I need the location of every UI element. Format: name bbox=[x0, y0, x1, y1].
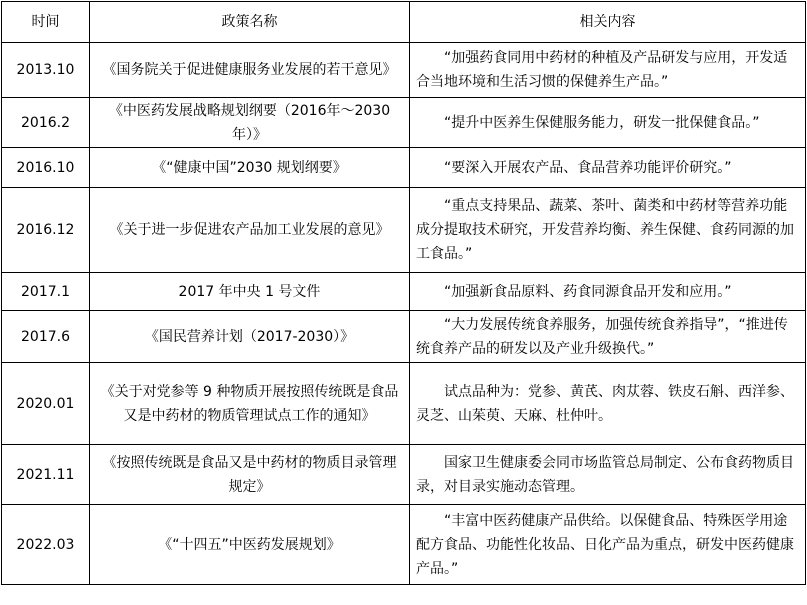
cell-content: “重点支持果品、蔬菜、茶叶、菌类和中药材等营养功能成分提取技术研究，开发营养均衡、养生保健、食药同源的加工食品。” bbox=[410, 188, 806, 273]
cell-policy-name: 《“十四五”中医药发展规划》 bbox=[90, 505, 410, 585]
policy-table bbox=[1, 1, 806, 585]
cell-content: “加强药食同用中药材的种植及产品研发与应用，开发适合当地环境和生活习惯的保健养生产品。” bbox=[410, 43, 806, 98]
cell-content: “加强新食品原料、药食同源食品开发和应用。” bbox=[410, 273, 806, 311]
cell-policy-name: 《国民营养计划（2017-2030）》 bbox=[90, 311, 410, 363]
cell-time: 2021.11 bbox=[2, 445, 90, 505]
table-row bbox=[2, 445, 806, 505]
table-header-row bbox=[2, 2, 806, 43]
cell-content: 试点品种为：党参、黄芪、肉苁蓉、铁皮石斛、西洋参、灵芝、山茱萸、天麻、杜仲叶。 bbox=[410, 363, 806, 445]
cell-time: 2022.03 bbox=[2, 505, 90, 585]
table-row bbox=[2, 273, 806, 311]
table-row bbox=[2, 505, 806, 585]
cell-policy-name: 《“健康中国”2030 规划纲要》 bbox=[90, 148, 410, 188]
cell-time: 2013.10 bbox=[2, 43, 90, 98]
header-time: 时间 bbox=[2, 2, 90, 43]
cell-policy-name: 《按照传统既是食品又是中药材的物质目录管理规定》 bbox=[90, 445, 410, 505]
header-policy-name: 政策名称 bbox=[90, 2, 410, 43]
cell-content: 国家卫生健康委会同市场监管总局制定、公布食药物质目录，对目录实施动态管理。 bbox=[410, 445, 806, 505]
cell-time: 2016.2 bbox=[2, 98, 90, 148]
cell-policy-name: 2017 年中央 1 号文件 bbox=[90, 273, 410, 311]
cell-content: “大力发展传统食养服务，加强传统食养指导”，“推进传统食养产品的研发以及产业升级换代。” bbox=[410, 311, 806, 363]
cell-content: “要深入开展农产品、食品营养功能评价研究。” bbox=[410, 148, 806, 188]
cell-time: 2017.6 bbox=[2, 311, 90, 363]
table-row bbox=[2, 363, 806, 445]
cell-content: “丰富中医药健康产品供给。以保健食品、特殊医学用途配方食品、功能性化妆品、日化产品为重点，研发中医药健康产品。” bbox=[410, 505, 806, 585]
cell-policy-name: 《关于对党参等 9 种物质开展按照传统既是食品又是中药材的物质管理试点工作的通知》 bbox=[90, 363, 410, 445]
cell-policy-name: 《关于进一步促进农产品加工业发展的意见》 bbox=[90, 188, 410, 273]
cell-content: “提升中医养生保健服务能力，研发一批保健食品。” bbox=[410, 98, 806, 148]
cell-policy-name: 《国务院关于促进健康服务业发展的若干意见》 bbox=[90, 43, 410, 98]
cell-time: 2017.1 bbox=[2, 273, 90, 311]
cell-policy-name: 《中医药发展战略规划纲要（2016年～2030年）》 bbox=[90, 98, 410, 148]
table-row bbox=[2, 43, 806, 98]
table-row bbox=[2, 188, 806, 273]
cell-time: 2016.10 bbox=[2, 148, 90, 188]
table-row bbox=[2, 98, 806, 148]
header-related-content: 相关内容 bbox=[410, 2, 806, 43]
cell-time: 2016.12 bbox=[2, 188, 90, 273]
table-row bbox=[2, 148, 806, 188]
table-row bbox=[2, 311, 806, 363]
cell-time: 2020.01 bbox=[2, 363, 90, 445]
